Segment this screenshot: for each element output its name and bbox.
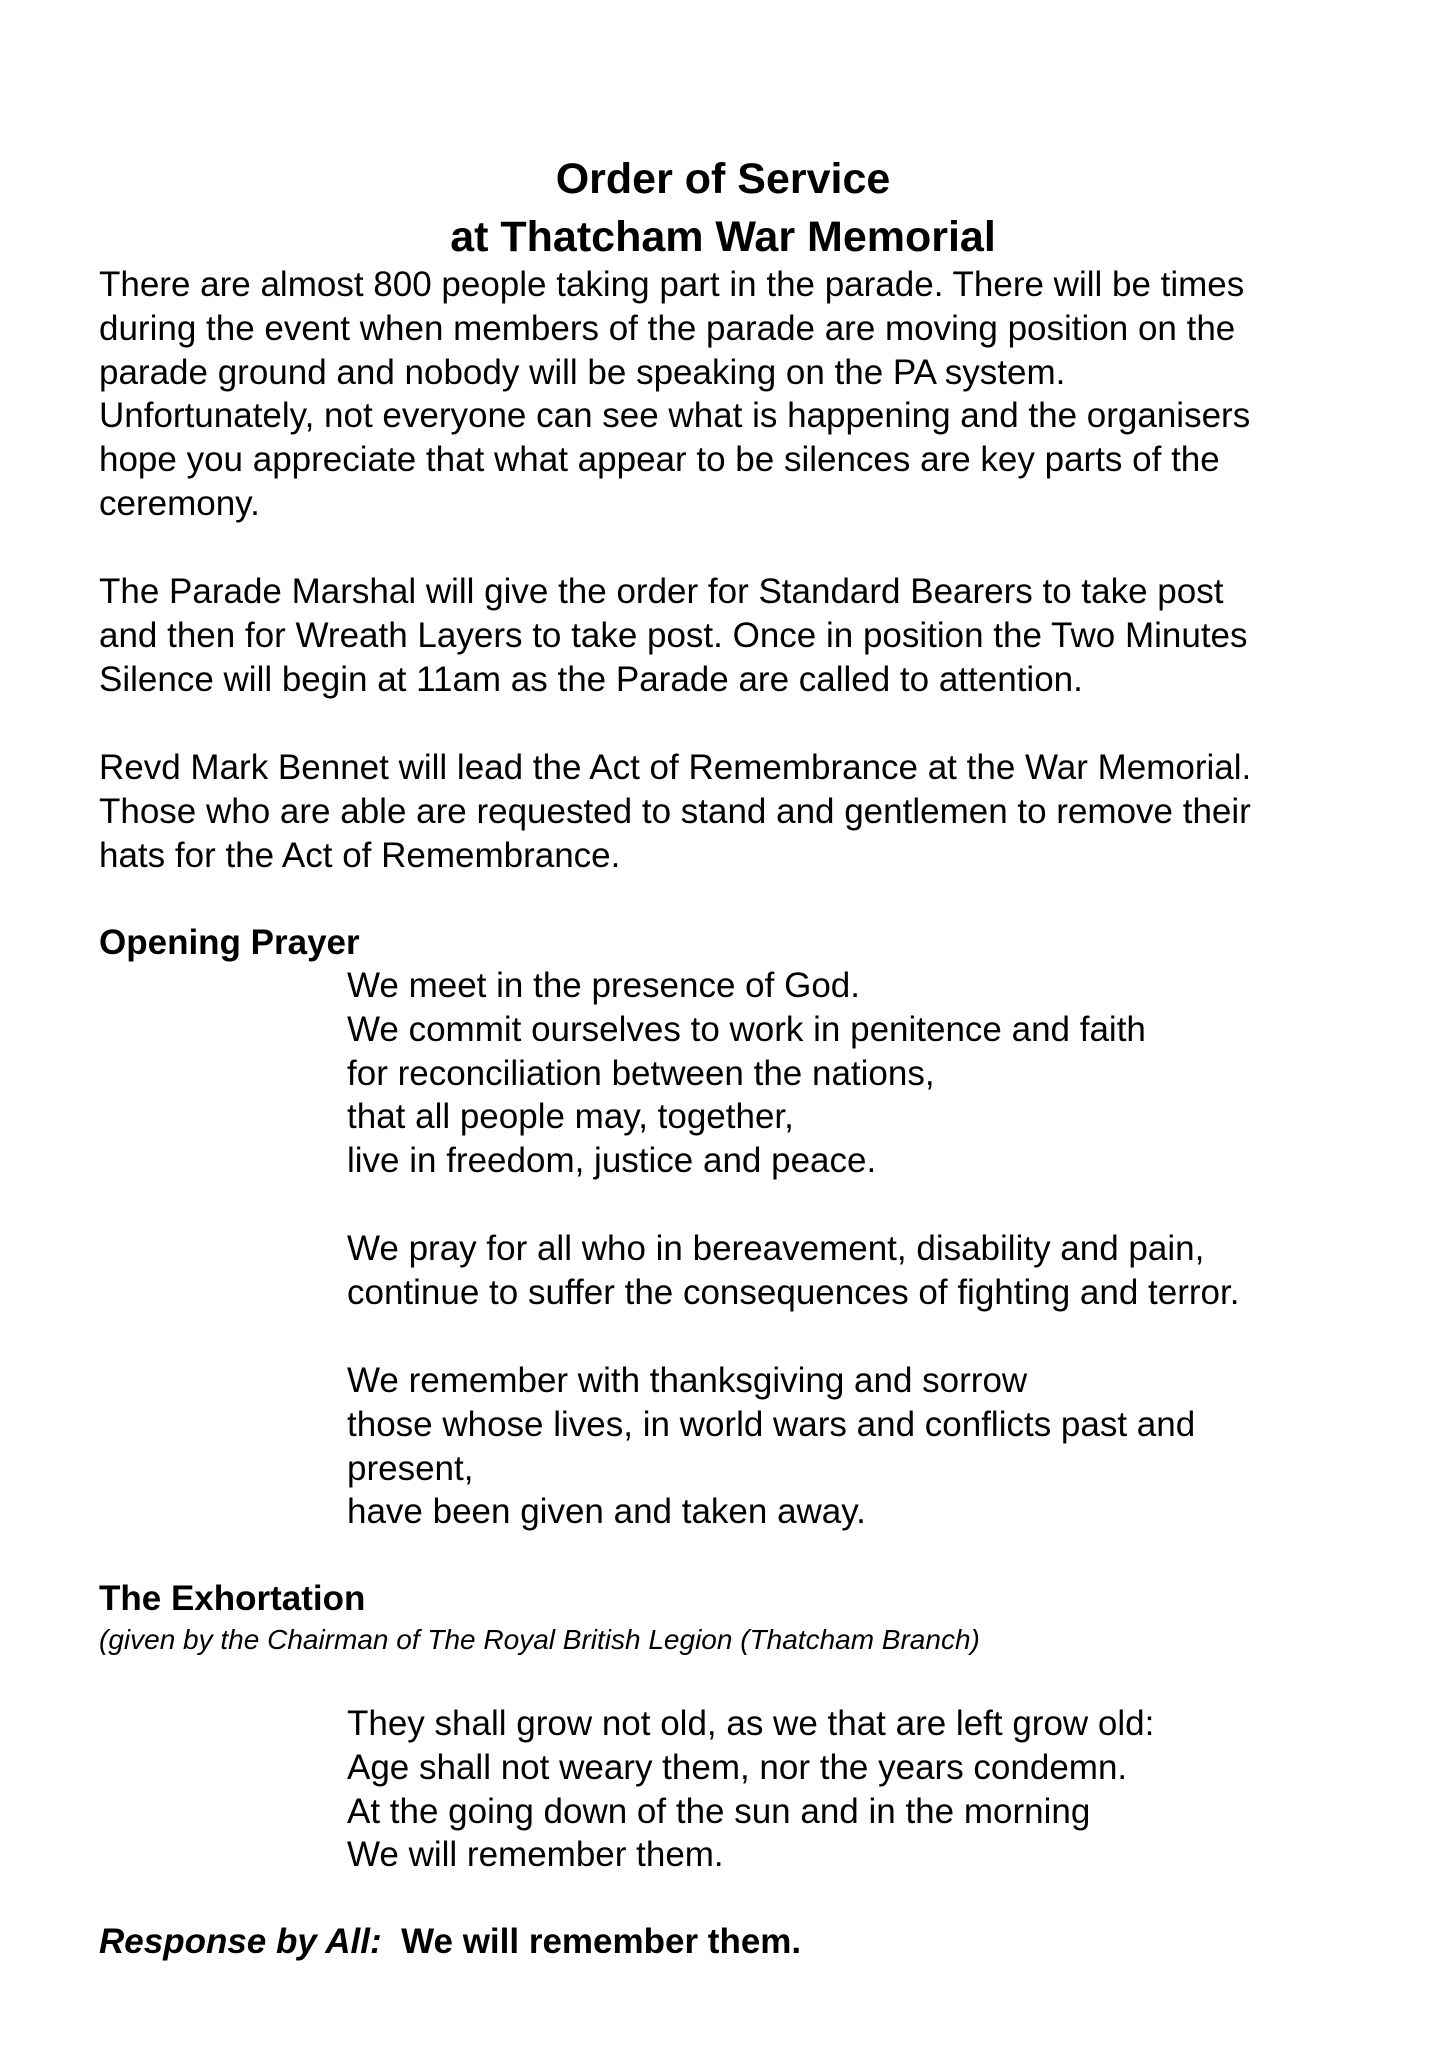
text-line: Unfortunately, not everyone can see what is happening and the organisers <box>99 396 1251 436</box>
document-title <box>0 150 1446 266</box>
text-line: Those who are able are requested to stand and gentlemen to remove their <box>99 791 1251 831</box>
text-line: that all people may, together, <box>347 1097 794 1137</box>
exhortation-heading: The Exhortation <box>99 1579 366 1618</box>
text-line: Silence will begin at 11am as the Parade are called to attention. <box>99 659 1083 699</box>
text-line: We will remember them. <box>347 1835 724 1875</box>
opening-prayer-heading: Opening Prayer <box>99 923 360 962</box>
text-line: ceremony. <box>99 483 260 523</box>
prayer-stanza <box>347 1359 1195 1534</box>
marshal-paragraph <box>99 570 1248 701</box>
text-line: during the event when members of the parade are moving position on the <box>99 308 1236 348</box>
response-text: We will remember them. <box>401 1922 802 1961</box>
text-line: There are almost 800 people taking part in the parade. There will be times <box>99 265 1245 304</box>
text-line: We meet in the presence of God. <box>347 966 860 1005</box>
response-label: Response by All: <box>99 1922 382 1961</box>
prayer-stanza <box>347 964 1146 1183</box>
text-line: and then for Wreath Layers to take post. Once in position the Two Minutes <box>99 615 1248 655</box>
prayer-stanza <box>347 1227 1239 1315</box>
text-line: live in freedom, justice and peace. <box>347 1141 877 1181</box>
text-line: have been given and taken away. <box>347 1492 866 1532</box>
text-line: continue to suffer the consequences of fighting and terror. <box>347 1272 1240 1312</box>
exhortation-note: (given by the Chairman of The Royal British Legion (Thatcham Branch) <box>99 1624 980 1655</box>
exhortation-verse <box>347 1702 1154 1877</box>
intro-paragraph <box>99 263 1250 526</box>
text-line: Revd Mark Bennet will lead the Act of Remembrance at the War Memorial. <box>99 748 1252 787</box>
text-line: hats for the Act of Remembrance. <box>99 835 621 875</box>
text-line: They shall grow not old, as we that are left grow old: <box>347 1704 1155 1743</box>
response-line <box>99 1920 801 1964</box>
text-line: those whose lives, in world wars and conflicts past and <box>347 1404 1196 1444</box>
text-line: Age shall not weary them, nor the years condemn. <box>347 1747 1128 1787</box>
text-line: present, <box>347 1448 474 1488</box>
revd-paragraph <box>99 746 1251 877</box>
title-line: Order of Service <box>555 155 891 203</box>
text-line: We remember with thanksgiving and sorrow <box>347 1361 1028 1400</box>
title-line: at Thatcham War Memorial <box>450 213 996 261</box>
text-line: We pray for all who in bereavement, disability and pain, <box>347 1229 1205 1268</box>
text-line: The Parade Marshal will give the order for Standard Bearers to take post <box>99 572 1224 611</box>
text-line: At the going down of the sun and in the morning <box>347 1791 1091 1831</box>
text-line: We commit ourselves to work in penitence and faith <box>347 1009 1146 1049</box>
text-line: parade ground and nobody will be speaking on the PA system. <box>99 352 1066 392</box>
text-line: hope you appreciate that what appear to be silences are key parts of the <box>99 440 1220 480</box>
text-line: for reconciliation between the nations, <box>347 1053 935 1093</box>
